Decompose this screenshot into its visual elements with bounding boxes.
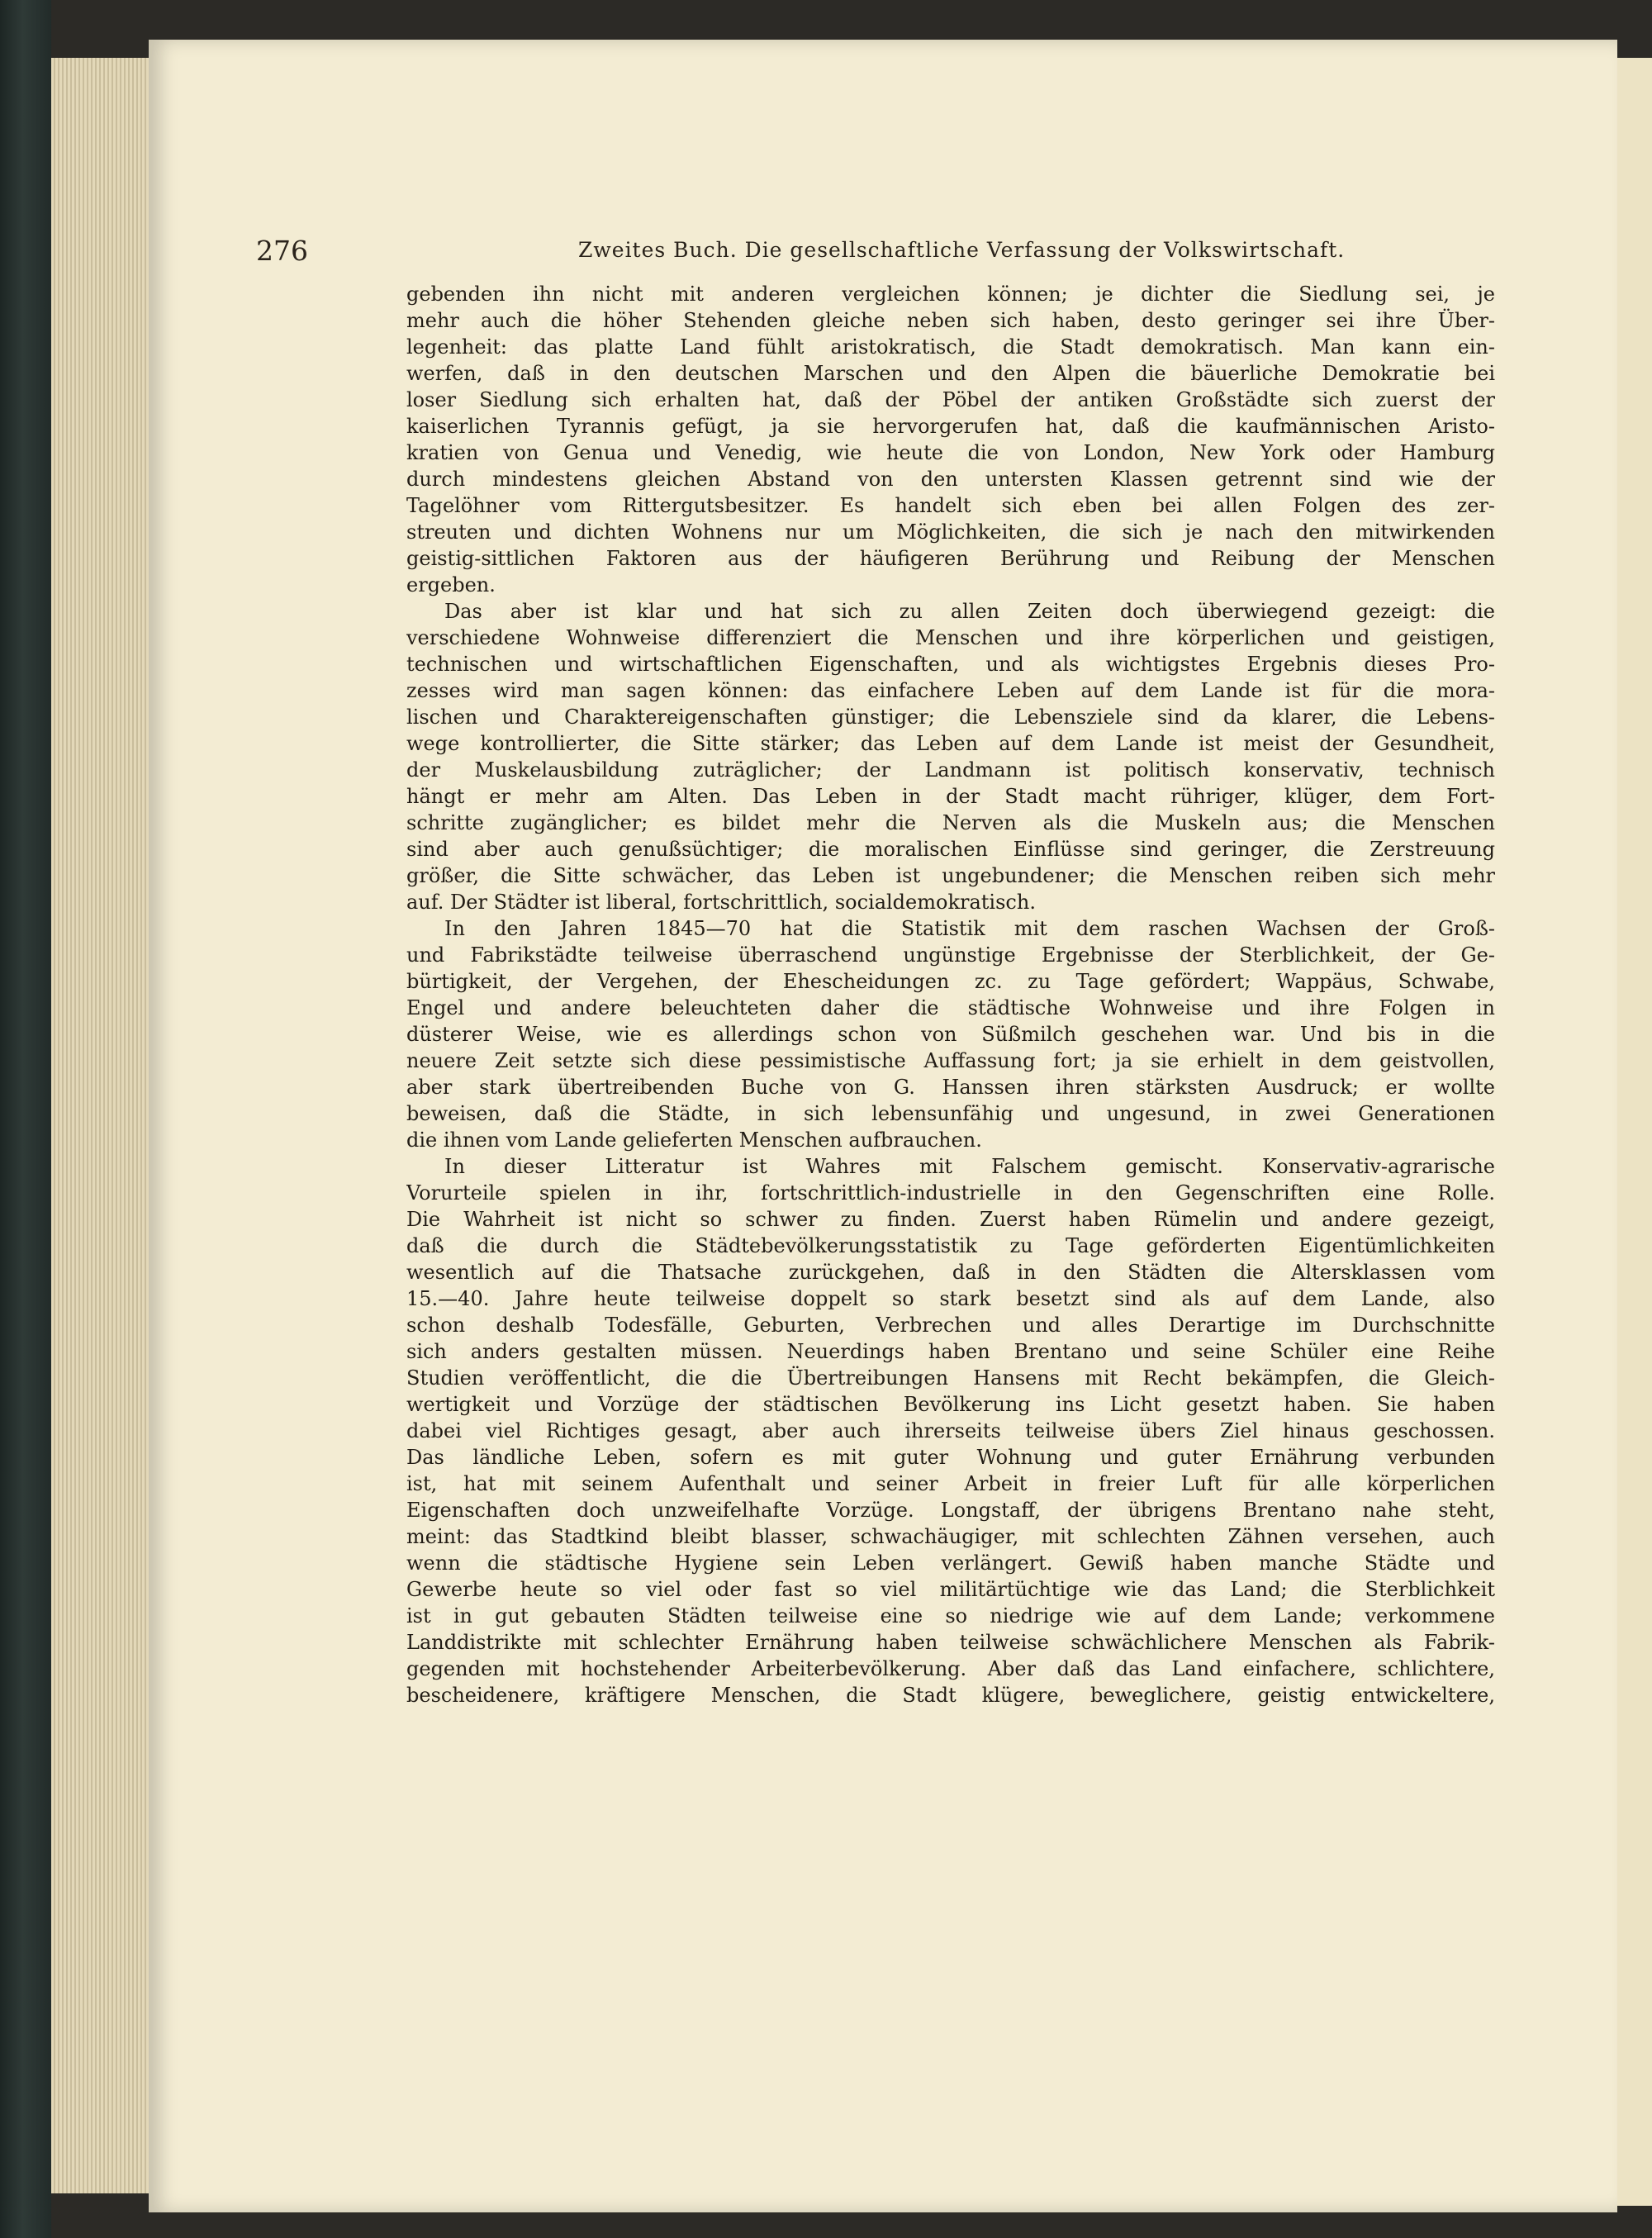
text-line: auf. Der Städter ist liberal, fortschrittlich, socialdemokratisch.	[406, 891, 1036, 914]
text-line: Das ländliche Leben, sofern es mit guter Wohnung und guter Ernährung verbunden	[406, 1446, 1495, 1469]
text-line: zesses wird man sagen können: das einfachere Leben auf dem Lande ist für die mora-	[406, 679, 1495, 702]
text-line: dabei viel Richtiges gesagt, aber auch ihrerseits teilweise übers Ziel hinaus geschossen.	[406, 1419, 1495, 1442]
text-line: In dieser Litteratur ist Wahres mit Falschem gemischt. Konservativ-agrarische	[444, 1155, 1495, 1178]
text-line: Die Wahrheit ist nicht so schwer zu finden. Zuerst haben Rümelin und andere gezeigt,	[406, 1208, 1495, 1231]
text-line: Das aber ist klar und hat sich zu allen Zeiten doch überwiegend gezeigt: die	[444, 600, 1495, 623]
text-line: ergeben.	[406, 573, 496, 596]
text-line: gegenden mit hochstehender Arbeiterbevölkerung. Aber daß das Land einfachere, schlichtere,	[406, 1657, 1495, 1680]
text-line: wenn die städtische Hygiene sein Leben verlängert. Gewiß haben manche Städte und	[406, 1551, 1495, 1575]
text-line: neuere Zeit setzte sich diese pessimistische Auffassung fort; ja sie erhielt in dem geistvollen,	[406, 1049, 1495, 1072]
text-line: bürtigkeit, der Vergehen, der Ehescheidungen zc. zu Tage gefördert; Wappäus, Schwabe,	[406, 970, 1495, 993]
text-line: der Muskelausbildung zuträglicher; der Landmann ist politisch konservativ, technisch	[406, 758, 1495, 782]
text-line: schritte zugänglicher; es bildet mehr die Nerven als die Muskeln aus; die Menschen	[406, 811, 1495, 834]
text-line: kratien von Genua und Venedig, wie heute die von London, New York oder Hamburg	[406, 441, 1495, 464]
text-line: beweisen, daß die Städte, in sich lebensunfähig und ungesund, in zwei Generationen	[406, 1102, 1495, 1125]
text-line: ist, hat mit seinem Aufenthalt und seiner Arbeit in freier Luft für alle körperlichen	[406, 1472, 1495, 1495]
text-line: größer, die Sitte schwächer, das Leben ist ungebundener; die Menschen reiben sich mehr	[406, 864, 1495, 887]
text-line: wege kontrollierter, die Sitte stärker; das Leben auf dem Lande ist meist der Gesundheit,	[406, 732, 1495, 755]
text-line: verschiedene Wohnweise differenziert die Menschen und ihre körperlichen und geistigen,	[406, 626, 1495, 649]
text-line: sich anders gestalten müssen. Neuerdings haben Brentano und seine Schüler eine Reihe	[406, 1340, 1495, 1363]
text-line: technischen und wirtschaftlichen Eigenschaften, und als wichtigstes Ergebnis dieses Pro-	[406, 653, 1495, 676]
text-line: düsterer Weise, wie es allerdings schon von Süßmilch geschehen war. Und bis in die	[406, 1023, 1495, 1046]
book-spine	[0, 0, 51, 2238]
text-line: ist in gut gebauten Städten teilweise eine so niedrige wie auf dem Lande; verkommene	[406, 1604, 1495, 1627]
running-head: Zweites Buch. Die gesellschaftliche Verfassung der Volkswirtschaft.	[578, 238, 1346, 262]
text-line: bescheidenere, kräftigere Menschen, die Stadt klügere, beweglichere, geistig entwickeltere,	[406, 1684, 1495, 1707]
text-line: sind aber auch genußsüchtiger; die moralischen Einflüsse sind geringer, die Zerstreuung	[406, 838, 1495, 861]
text-line: Engel und andere beleuchteten daher die städtische Wohnweise und ihre Folgen in	[406, 996, 1495, 1019]
next-page-edge	[1617, 58, 1652, 2206]
text-line: Tagelöhner vom Rittergutsbesitzer. Es handelt sich eben bei allen Folgen des zer-	[406, 494, 1495, 517]
text-line: werfen, daß in den deutschen Marschen und den Alpen die bäuerliche Demokratie bei	[406, 362, 1495, 385]
text-line: Eigenschaften doch unzweifelhafte Vorzüge. Longstaff, der übrigens Brentano nahe steht,	[406, 1499, 1495, 1522]
page-number: 276	[256, 235, 308, 267]
text-line: In den Jahren 1845—70 hat die Statistik mit dem raschen Wachsen der Groß-	[444, 917, 1495, 940]
text-line: mehr auch die höher Stehenden gleiche neben sich haben, desto geringer sei ihre Über-	[406, 309, 1495, 332]
text-line: aber stark übertreibenden Buche von G. Hanssen ihren stärksten Ausdruck; er wollte	[406, 1076, 1495, 1099]
text-line: Gewerbe heute so viel oder fast so viel militärtüchtige wie das Land; die Sterblichkeit	[406, 1578, 1495, 1601]
text-line: wesentlich auf die Thatsache zurückgehen, daß in den Städten die Altersklassen vom	[406, 1261, 1495, 1284]
text-line: hängt er mehr am Alten. Das Leben in der Stadt macht rühriger, klüger, dem Fort-	[406, 785, 1495, 808]
text-line: Studien veröffentlicht, die die Übertreibungen Hansens mit Recht bekämpfen, die Gleich-	[406, 1366, 1495, 1390]
text-line: geistig-sittlichen Faktoren aus der häufigeren Berührung und Reibung der Menschen	[406, 547, 1495, 570]
text-line: lischen und Charaktereigenschaften günstiger; die Lebensziele sind da klarer, die Lebens-	[406, 706, 1495, 729]
text-line: schon deshalb Todesfälle, Geburten, Verbrechen und alles Derartige im Durchschnitte	[406, 1314, 1495, 1337]
text-line: durch mindestens gleichen Abstand von den untersten Klassen getrennt sind wie der	[406, 468, 1495, 491]
text-line: Landdistrikte mit schlechter Ernährung haben teilweise schwächlichere Menschen als Fabrik-	[406, 1631, 1495, 1654]
text-line: loser Siedlung sich erhalten hat, daß der Pöbel der antiken Großstädte sich zuerst der	[406, 388, 1495, 411]
page-edges	[51, 58, 149, 2193]
text-line: kaiserlichen Tyrannis gefügt, ja sie hervorgerufen hat, daß die kaufmännischen Aristo-	[406, 415, 1495, 438]
text-line: und Fabrikstädte teilweise überraschend ungünstige Ergebnisse der Sterblichkeit, der Ge-	[406, 943, 1495, 967]
text-line: gebenden ihn nicht mit anderen vergleichen können; je dichter die Siedlung sei, je	[406, 283, 1495, 306]
text-line: Vorurteile spielen in ihr, fortschrittlich-industrielle in den Gegenschriften eine Rolle.	[406, 1181, 1495, 1205]
text-line: meint: das Stadtkind bleibt blasser, schwachäugiger, mit schlechten Zähnen versehen, auch	[406, 1525, 1495, 1548]
text-line: streuten und dichten Wohnens nur um Möglichkeiten, die sich je nach den mitwirkenden	[406, 520, 1495, 544]
text-line: 15.—40. Jahre heute teilweise doppelt so stark besetzt sind als auf dem Lande, also	[406, 1287, 1495, 1310]
text-line: wertigkeit und Vorzüge der städtischen Bevölkerung ins Licht gesetzt haben. Sie haben	[406, 1393, 1495, 1416]
body-text	[406, 281, 1495, 1708]
page-header	[256, 235, 1512, 268]
text-line: legenheit: das platte Land fühlt aristokratisch, die Stadt demokratisch. Man kann ein-	[406, 335, 1495, 359]
text-line: daß die durch die Städtebevölkerungsstatistik zu Tage geförderten Eigentümlichkeiten	[406, 1234, 1495, 1257]
text-line: die ihnen vom Lande gelieferten Menschen aufbrauchen.	[406, 1129, 982, 1152]
